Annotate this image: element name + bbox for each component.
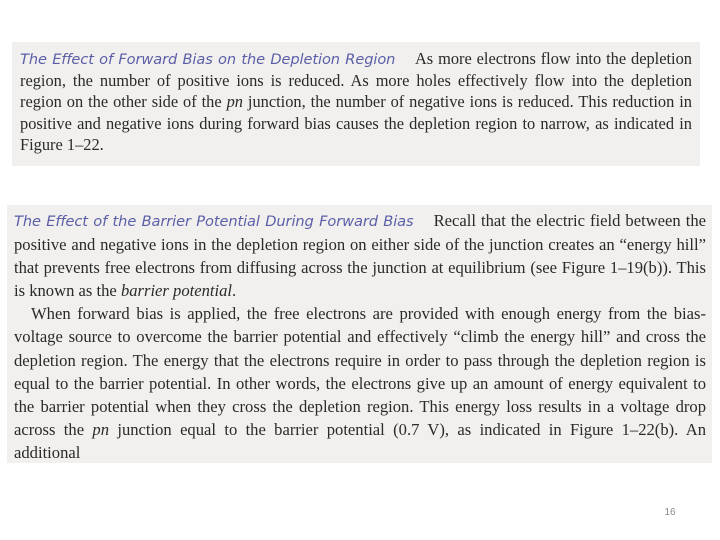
forward-bias-text-part1: When forward bias is applied, the free electrons are provided with enough energy from the bias-voltage source to overcome the barrier potential and effectively “climb the energy hill” and cross the depletion region. The energy that the electrons require in order to pass through the depletion region is equal to the barrier potential. In other words, the electrons give up an amount of energy equivalent to the barrier potential when they cross the depletion region. This energy loss results in a voltage drop across the <box>14 304 706 439</box>
depletion-text-part1: As more electrons flow into the depletion region, the number of positive ions is reduced. As more holes effectively flow into the depletion region on the other side of the <box>20 49 693 112</box>
depletion-text-part2: junction, the number of negative ions is reduced. This reduction in positive and negative ions during forward bias causes the depletion region to narrow, as indicated in Figure 1–22. <box>20 92 693 154</box>
depletion-text-italic: pn <box>226 92 243 112</box>
forward-bias-depletion-excerpt <box>12 42 700 166</box>
barrier-text-italic: barrier potential <box>120 281 233 301</box>
barrier-heading: The Effect of the Barrier Potential During Forward Bias <box>14 213 414 230</box>
depletion-paragraph <box>20 48 692 155</box>
barrier-paragraph-2 <box>14 302 706 464</box>
forward-bias-text-part2: junction equal to the barrier potential (0.7 V), as indicated in Figure 1–22(b). An additional <box>14 419 706 462</box>
barrier-text-part1: Recall that the electric field between the positive and negative ions in the depletion region on either side of the junction creates an “energy hill” that prevents free electrons from diffusing across the junction at equilibrium (see Figure 1–19(b)). This is known as the <box>14 211 706 301</box>
barrier-text-part2: . <box>232 281 237 301</box>
barrier-potential-excerpt <box>7 205 712 463</box>
forward-bias-text-italic: pn <box>92 419 110 439</box>
depletion-heading: The Effect of Forward Bias on the Depletion Region <box>20 51 396 68</box>
barrier-paragraph-1 <box>14 209 706 302</box>
page-number: 16 <box>664 507 676 518</box>
